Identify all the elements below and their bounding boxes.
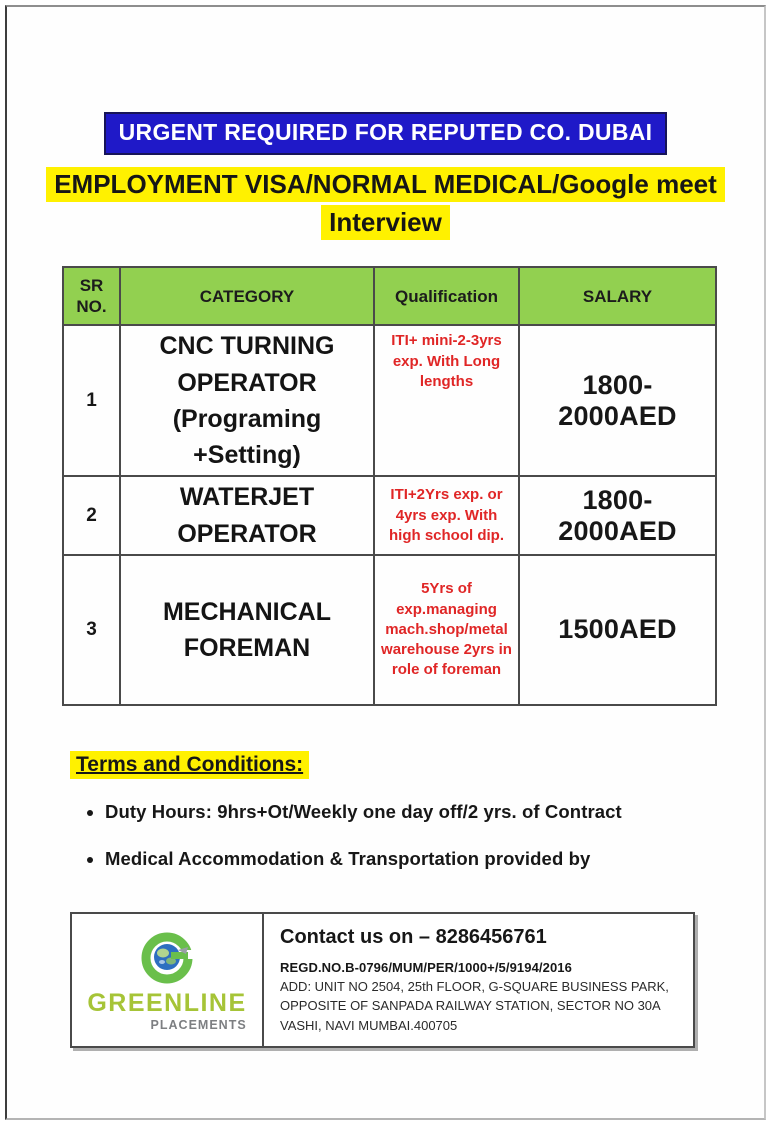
col-header-category: CATEGORY [120,267,374,325]
table-row [63,555,716,705]
contact-registration-number: REGD.NO.B-0796/MUM/PER/1000+/5/9194/2016 [280,959,572,975]
cell-salary: 1500AED [519,555,716,705]
cell-salary: 1800-2000AED [519,325,716,476]
terms-item: • Duty Hours: 9hrs+Ot/Weekly one day off/2 yrs. of Contract [105,801,764,823]
subtitle [7,166,764,241]
cell-qualification: 5Yrs of exp.managing mach.shop/metal warehouse 2yrs in role of foreman [374,555,519,705]
document-page [5,5,766,1120]
contact-card [70,912,695,1048]
cell-category: MECHANICAL FOREMAN [120,555,374,705]
terms-heading-text: Terms and Conditions: [70,751,309,779]
cell-salary: 1800-2000AED [519,476,716,555]
contact-address: ADD: UNIT NO 2504, 25th FLOOR, G-SQUARE BUSINESS PARK, OPPOSITE OF SANPADA RAILWAY STATION, SECTOR NO 30A VASHI, NAVI MUMBAI.400705 [280,978,669,1033]
cell-qualification: ITI+2Yrs exp. or 4yrs exp. With high school dip. [374,476,519,555]
col-header-salary: SALARY [519,267,716,325]
table-row [63,476,716,555]
banner-title: URGENT REQUIRED FOR REPUTED CO. DUBAI [104,112,668,155]
table-row [63,325,716,476]
cell-category: WATERJET OPERATOR [120,476,374,555]
cell-sr: 2 [63,476,120,555]
subtitle-line1: EMPLOYMENT VISA/NORMAL MEDICAL/Google meet [46,167,725,202]
terms-list [77,801,764,870]
cell-sr: 1 [63,325,120,476]
terms-item: • Medical Accommodation & Transportation provided by [105,848,764,870]
logo-company-name: GREENLINE [87,988,247,1017]
table-header-row [63,267,716,325]
col-header-sr-no: SR NO. [63,267,120,325]
logo-company-sub: PLACEMENTS [150,1018,247,1032]
logo-text [87,990,246,1032]
company-logo [72,914,264,1046]
cell-category: CNC TURNING OPERATOR (Programing +Setting) [120,325,374,476]
cell-sr: 3 [63,555,120,705]
cell-qualification: ITI+ mini-2-3yrs exp. With Long lengths [374,325,519,476]
contact-phone-line: Contact us on – 8286456761 [280,925,547,948]
greenline-globe-icon [138,930,196,988]
jobs-table [62,266,717,706]
subtitle-line2: Interview [321,205,450,240]
col-header-qualification: Qualification [374,267,519,325]
contact-info [264,914,693,1046]
terms-heading [70,753,764,777]
